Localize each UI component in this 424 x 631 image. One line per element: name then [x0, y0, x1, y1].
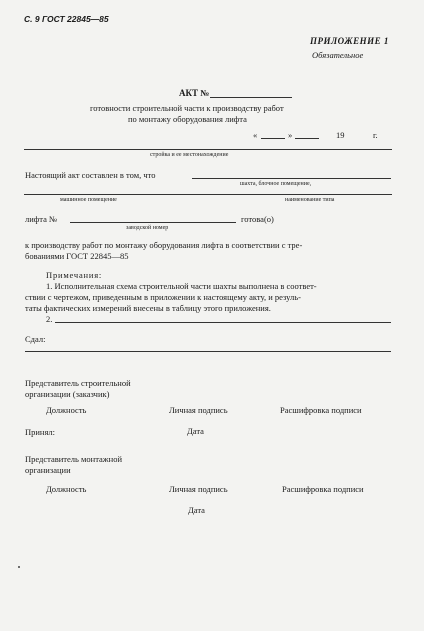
date-day-line — [261, 138, 285, 139]
body-line-2: бованиями ГОСТ 22845—85 — [25, 251, 129, 261]
date-year: 19 — [336, 130, 345, 140]
appendix-title: ПРИЛОЖЕНИЕ 1 — [310, 36, 389, 46]
date-2: Дата — [188, 505, 205, 515]
caption-machine-room: машинное помещение — [60, 197, 117, 203]
act-subtitle-2: по монтажу оборудования лифта — [128, 114, 247, 124]
elevator-number-line — [70, 222, 236, 223]
signature-decode-1: Расшифровка подписи — [280, 405, 362, 415]
act-composed-line — [192, 178, 391, 179]
note-1-line-2: ствии с чертежом, приведенным в приложении к настоящему акту, и резуль- — [25, 292, 301, 302]
note-1-line-3: таты фактических измерений внесены в таблицу этого приложения. — [25, 303, 271, 313]
act-number-line — [210, 97, 292, 98]
date-suffix: г. — [373, 130, 378, 140]
act-subtitle-1: готовности строительной части к производству работ — [90, 103, 284, 113]
location-line — [24, 149, 392, 150]
rep-construction-2: организации (заказчик) — [25, 389, 110, 399]
page-header: С. 9 ГОСТ 22845—85 — [24, 14, 109, 24]
note-1-line-1: 1. Исполнительная схема строительной части шахты выполнена в соответ- — [46, 281, 317, 291]
handover-line — [25, 351, 391, 352]
machine-room-line — [24, 194, 392, 195]
act-composed-text: Настоящий акт составлен в том, что — [25, 170, 156, 180]
note-2-line — [55, 322, 391, 323]
notes-title: Примечания: — [46, 270, 103, 280]
date-1: Дата — [187, 426, 204, 436]
caption-factory-number: заводской номер — [126, 225, 169, 231]
position-2: Должность — [46, 484, 87, 494]
body-line-1: к производству работ по монтажу оборудования лифта в соответствии с тре- — [25, 240, 303, 250]
appendix-subtitle: Обязательное — [312, 50, 364, 60]
act-title: АКТ № — [179, 88, 210, 98]
scan-mark — [18, 566, 20, 568]
rep-install-2: организации — [25, 465, 71, 475]
caption-elevator-type: наименование типа — [285, 197, 335, 203]
signature-2: Личная подпись — [169, 484, 228, 494]
note-2: 2. — [46, 314, 53, 324]
is-ready-text: готова(о) — [241, 214, 274, 224]
position-1: Должность — [46, 405, 87, 415]
caption-construction-location: стройка и ее местонахождение — [150, 152, 229, 158]
date-close-quote: » — [288, 130, 293, 140]
signature-decode-2: Расшифровка подписи — [282, 484, 364, 494]
date-open-quote: « — [253, 130, 258, 140]
caption-shaft-room: шахта, блочное помещение, — [240, 181, 312, 187]
elevator-number-label: лифта № — [25, 214, 58, 224]
accepted-label: Принял: — [25, 427, 55, 437]
rep-construction-1: Представитель строительной — [25, 378, 131, 388]
handed-over-label: Сдал: — [25, 334, 46, 344]
signature-1: Личная подпись — [169, 405, 228, 415]
rep-install-1: Представитель монтажной — [25, 454, 123, 464]
date-month-line — [295, 138, 319, 139]
